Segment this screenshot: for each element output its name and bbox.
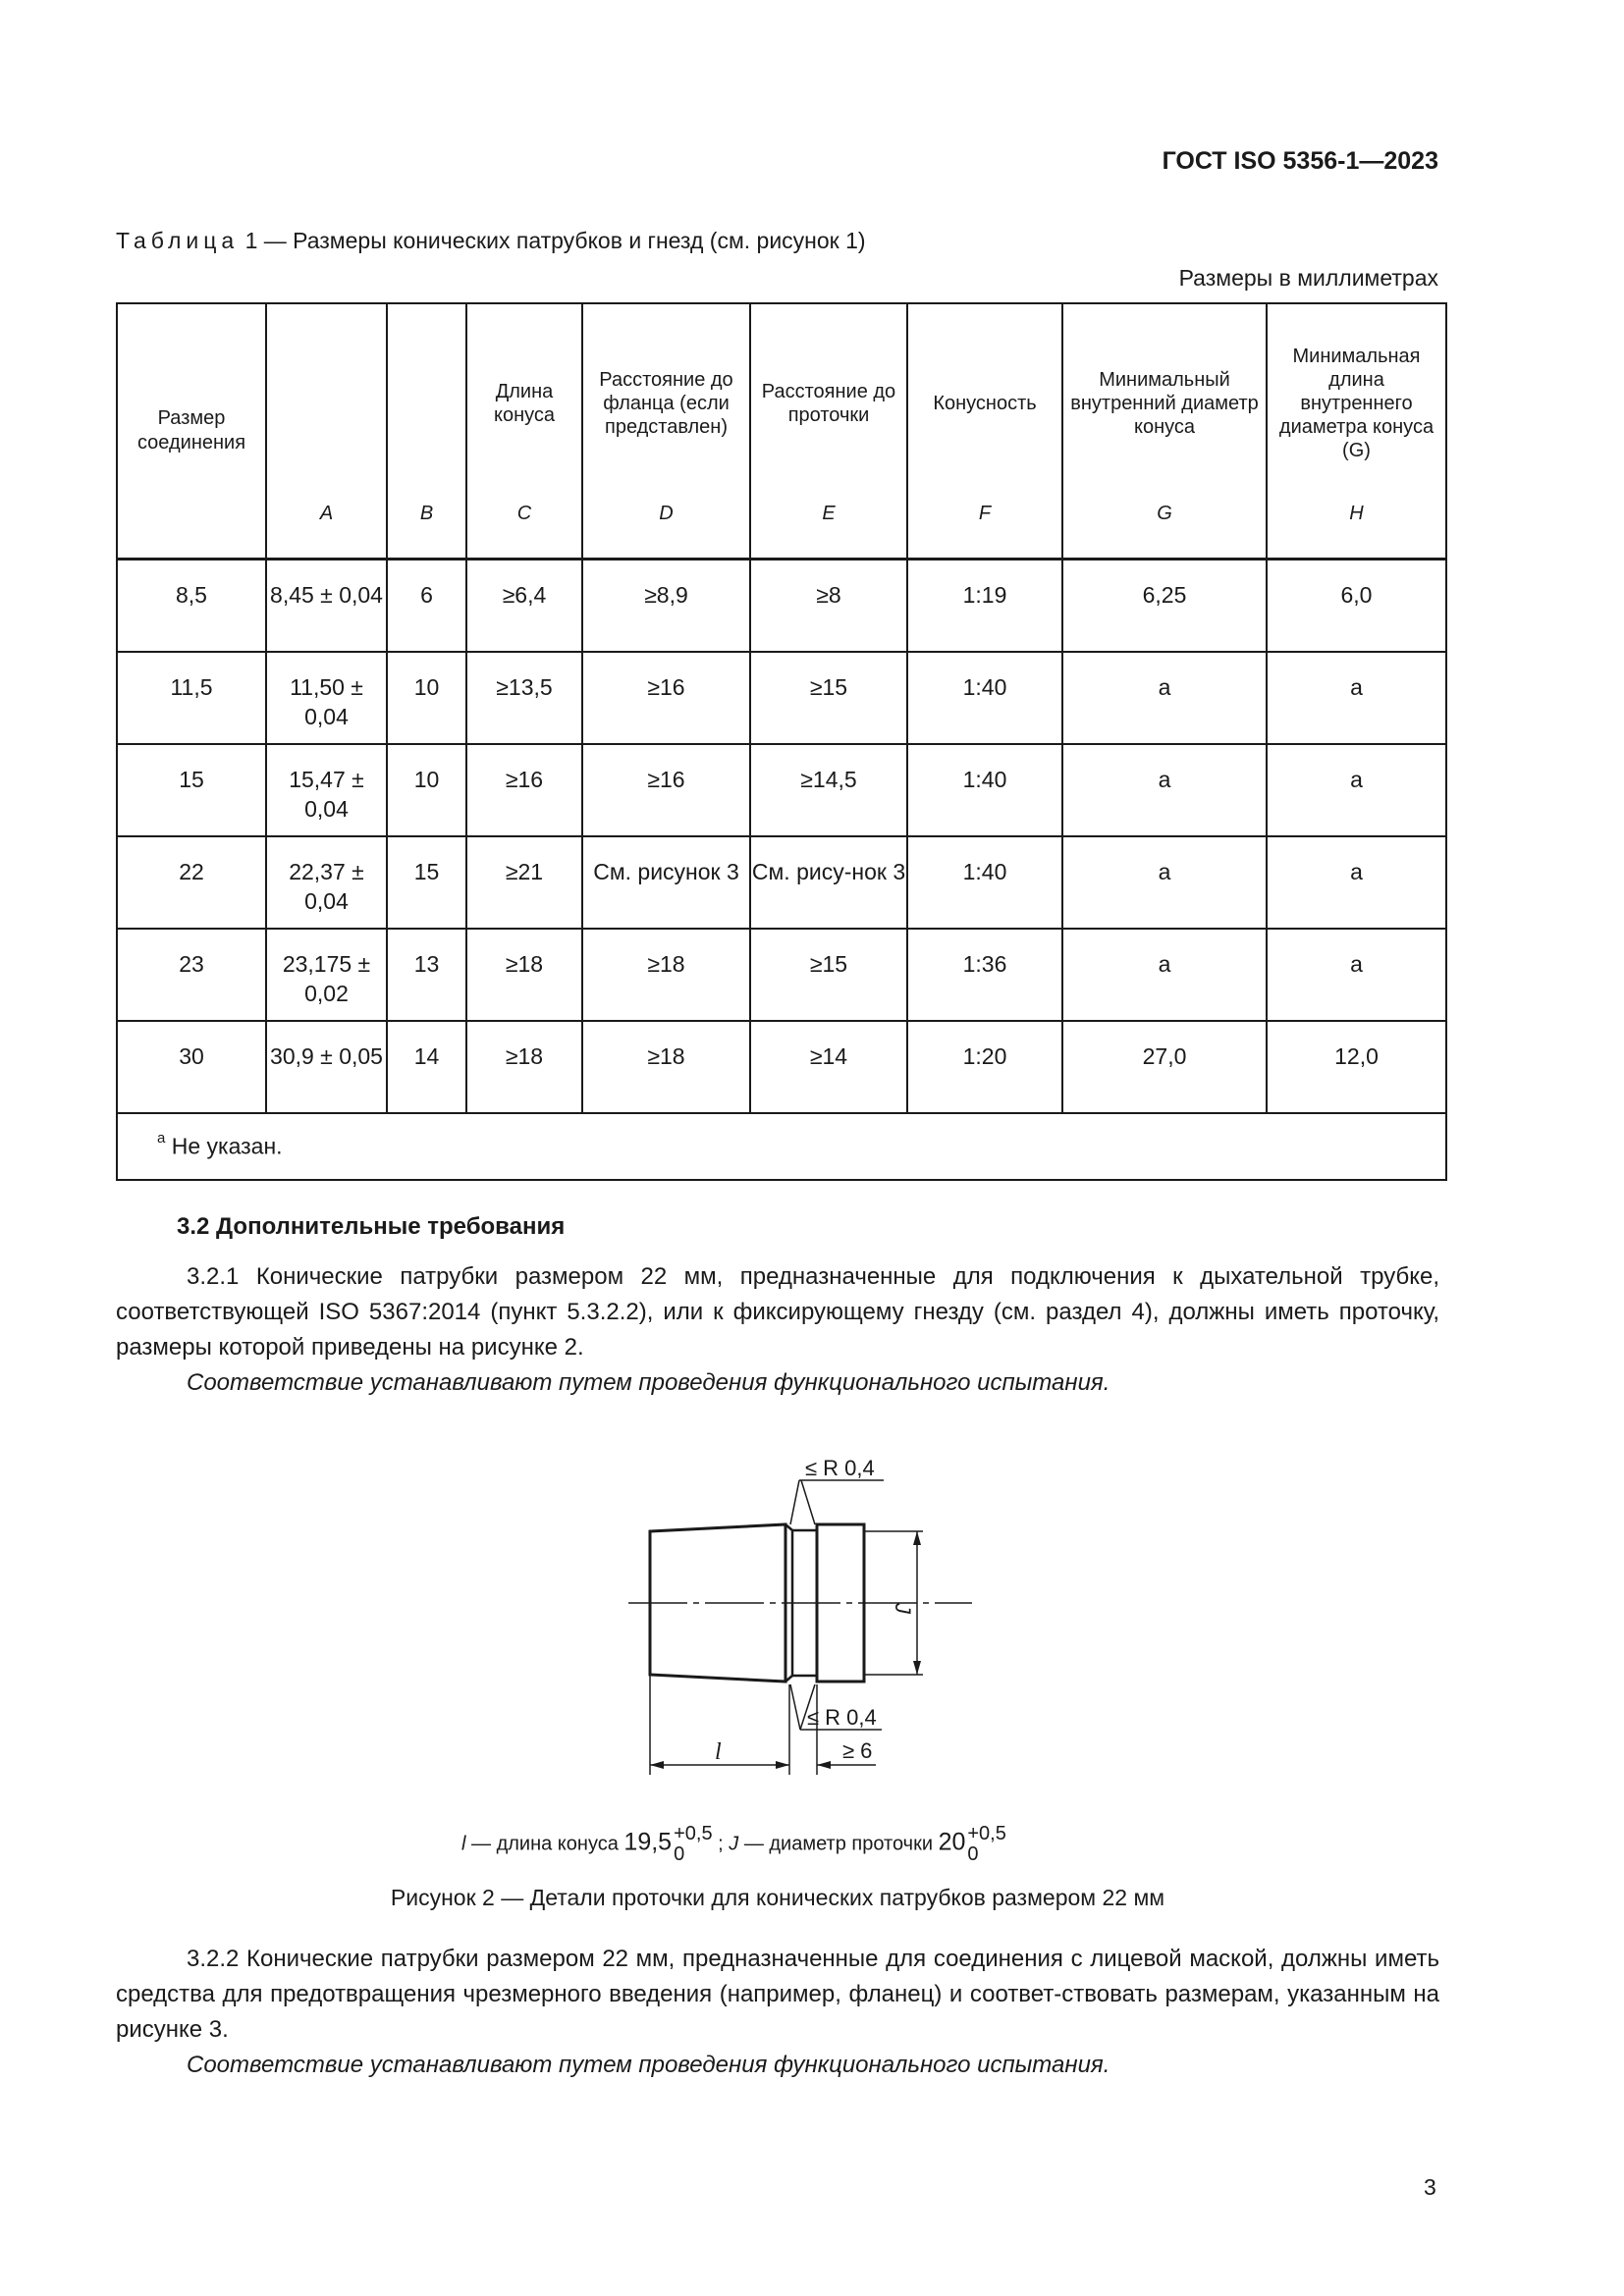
table-cell: ≥16 bbox=[582, 744, 750, 836]
legend-j-value: 20 bbox=[938, 1828, 966, 1856]
table-cell: 30,9 ± 0,05 bbox=[266, 1021, 387, 1113]
table-row bbox=[117, 652, 1446, 744]
table-cell: ≥14 bbox=[750, 1021, 907, 1113]
label-ge6: ≥ 6 bbox=[842, 1738, 873, 1763]
table-cell: 14 bbox=[387, 1021, 466, 1113]
table-cell: ≥18 bbox=[466, 1021, 582, 1113]
legend-separator: ; bbox=[718, 1833, 724, 1855]
table-cell: ≥15 bbox=[750, 929, 907, 1021]
table-cell: a bbox=[1267, 929, 1446, 1021]
table-cell: ≥6,4 bbox=[466, 560, 582, 652]
table-cell: 1:36 bbox=[907, 929, 1062, 1021]
table-cell: a bbox=[1267, 744, 1446, 836]
table-cell: a bbox=[1062, 836, 1267, 929]
table-cell: 8,45 ± 0,04 bbox=[266, 560, 387, 652]
compliance-note-2: Соответствие устанавливают путем проведения функционального испытания. bbox=[187, 2052, 1110, 2078]
table-cell: ≥18 bbox=[582, 1021, 750, 1113]
table-cell: 10 bbox=[387, 744, 466, 836]
paragraph-3-2-2: 3.2.2 Конические патрубки размером 22 мм, предназначенные для соединения с лицевой маской, должны иметь средства для предотвращения чрезмерного введения (например, фланец) и соответ-ствовать размерам, указанным на рисунке 3. bbox=[116, 1946, 1439, 2043]
header-cell-size: Размер соединения bbox=[117, 303, 266, 560]
table-cell: 27,0 bbox=[1062, 1021, 1267, 1113]
footnote-text: Не указан. bbox=[171, 1133, 283, 1159]
legend-j-tolerance: +0,5 0 bbox=[967, 1823, 1006, 1865]
header-cell-c: Длина конуса C bbox=[466, 303, 582, 560]
table-cell: 15 bbox=[387, 836, 466, 929]
table-cell: a bbox=[1267, 836, 1446, 929]
table-cell: ≥14,5 bbox=[750, 744, 907, 836]
table-cell: a bbox=[1062, 744, 1267, 836]
table-cell: 6 bbox=[387, 560, 466, 652]
header-cell-h: Минимальная длина внутреннего диаметра конуса (G) H bbox=[1267, 303, 1446, 560]
table-cell: 1:19 bbox=[907, 560, 1062, 652]
section-heading: 3.2 Дополнительные требования bbox=[177, 1213, 566, 1240]
header-cell-a: A bbox=[266, 303, 387, 560]
table-cell: 10 bbox=[387, 652, 466, 744]
table-cell: ≥13,5 bbox=[466, 652, 582, 744]
table-cell: ≥16 bbox=[466, 744, 582, 836]
table-cell: 1:40 bbox=[907, 836, 1062, 929]
table-cell: См. рису-нок 3 bbox=[750, 836, 907, 929]
table-cell: 11,50 ± 0,04 bbox=[266, 652, 387, 744]
table-cell: 6,25 bbox=[1062, 560, 1267, 652]
figure-caption: Рисунок 2 — Детали проточки для конических патрубков размером 22 мм bbox=[390, 1885, 1165, 1910]
label-l: l bbox=[715, 1739, 722, 1765]
table-cell: 1:20 bbox=[907, 1021, 1062, 1113]
table-row bbox=[117, 929, 1446, 1021]
table-footnote bbox=[117, 1113, 1446, 1180]
table-row bbox=[117, 744, 1446, 836]
table-caption bbox=[116, 228, 866, 254]
table-row bbox=[117, 560, 1446, 652]
table-cell: a bbox=[1062, 652, 1267, 744]
table-cell: ≥8,9 bbox=[582, 560, 750, 652]
label-radius-top: ≤ R 0,4 bbox=[805, 1456, 875, 1480]
document-number: ГОСТ ISO 5356-1—2023 bbox=[1162, 147, 1438, 175]
table-footnote-row bbox=[117, 1113, 1446, 1180]
table-header-row bbox=[117, 303, 1446, 560]
legend-j-text: — диаметр проточки bbox=[743, 1833, 933, 1855]
table-cell: 8,5 bbox=[117, 560, 266, 652]
figure-2-drawing bbox=[628, 1453, 982, 1787]
table-cell: 1:40 bbox=[907, 744, 1062, 836]
compliance-note-1: Соответствие устанавливают путем проведения функционального испытания. bbox=[187, 1369, 1110, 1396]
table-caption-label: Таблица bbox=[116, 228, 240, 253]
legend-l-symbol: l bbox=[461, 1833, 466, 1855]
header-cell-e: Расстояние до проточки E bbox=[750, 303, 907, 560]
table-units: Размеры в миллиметрах bbox=[1178, 265, 1438, 291]
table-cell: 22,37 ± 0,04 bbox=[266, 836, 387, 929]
table-cell: ≥16 bbox=[582, 652, 750, 744]
table-caption-text: 1 — Размеры конических патрубков и гнезд (см. рисунок 1) bbox=[244, 228, 866, 253]
figure-legend bbox=[461, 1824, 1006, 1865]
legend-j-symbol: J bbox=[729, 1833, 739, 1855]
legend-l-value: 19,5 bbox=[623, 1828, 673, 1856]
table-cell: a bbox=[1267, 652, 1446, 744]
paragraph-3-2-1: 3.2.1 Конические патрубки размером 22 мм, предназначенные для подключения к дыхательной трубке, соответствующей ISO 5367:2014 (пункт 5.3.2.2), или к фиксирующему гнезду (см. раздел 4), должны иметь проточку, размеры которой приведены на рисунке 2. bbox=[116, 1263, 1439, 1361]
table-cell: 15 bbox=[117, 744, 266, 836]
table-row bbox=[117, 836, 1446, 929]
header-cell-f: Конусность F bbox=[907, 303, 1062, 560]
table-cell: ≥18 bbox=[466, 929, 582, 1021]
table-cell: ≥21 bbox=[466, 836, 582, 929]
table-cell: См. рисунок 3 bbox=[582, 836, 750, 929]
label-radius-bottom: ≤ R 0,4 bbox=[807, 1705, 877, 1730]
table-cell: ≥15 bbox=[750, 652, 907, 744]
table-cell: 6,0 bbox=[1267, 560, 1446, 652]
table-cell: 15,47 ± 0,04 bbox=[266, 744, 387, 836]
label-j: J bbox=[891, 1603, 915, 1614]
table-cell: 11,5 bbox=[117, 652, 266, 744]
footnote-mark: a bbox=[157, 1129, 166, 1147]
header-cell-b: B bbox=[387, 303, 466, 560]
table-cell: ≥8 bbox=[750, 560, 907, 652]
table-row bbox=[117, 1021, 1446, 1113]
table-cell: 23,175 ± 0,02 bbox=[266, 929, 387, 1021]
page-number: 3 bbox=[1424, 2174, 1436, 2200]
table-cell: a bbox=[1062, 929, 1267, 1021]
legend-l-text: — длина конуса bbox=[471, 1833, 619, 1855]
table-cell: 22 bbox=[117, 836, 266, 929]
header-cell-d: Расстояние до фланца (если представлен) D bbox=[582, 303, 750, 560]
legend-l-tolerance: +0,5 0 bbox=[674, 1823, 713, 1865]
table-cell: 30 bbox=[117, 1021, 266, 1113]
dimensions-table bbox=[116, 302, 1447, 1181]
table-cell: 12,0 bbox=[1267, 1021, 1446, 1113]
table-cell: 1:40 bbox=[907, 652, 1062, 744]
table-cell: 13 bbox=[387, 929, 466, 1021]
table-cell: ≥18 bbox=[582, 929, 750, 1021]
header-cell-g: Минимальный внутренний диаметр конуса G bbox=[1062, 303, 1267, 560]
table-cell: 23 bbox=[117, 929, 266, 1021]
